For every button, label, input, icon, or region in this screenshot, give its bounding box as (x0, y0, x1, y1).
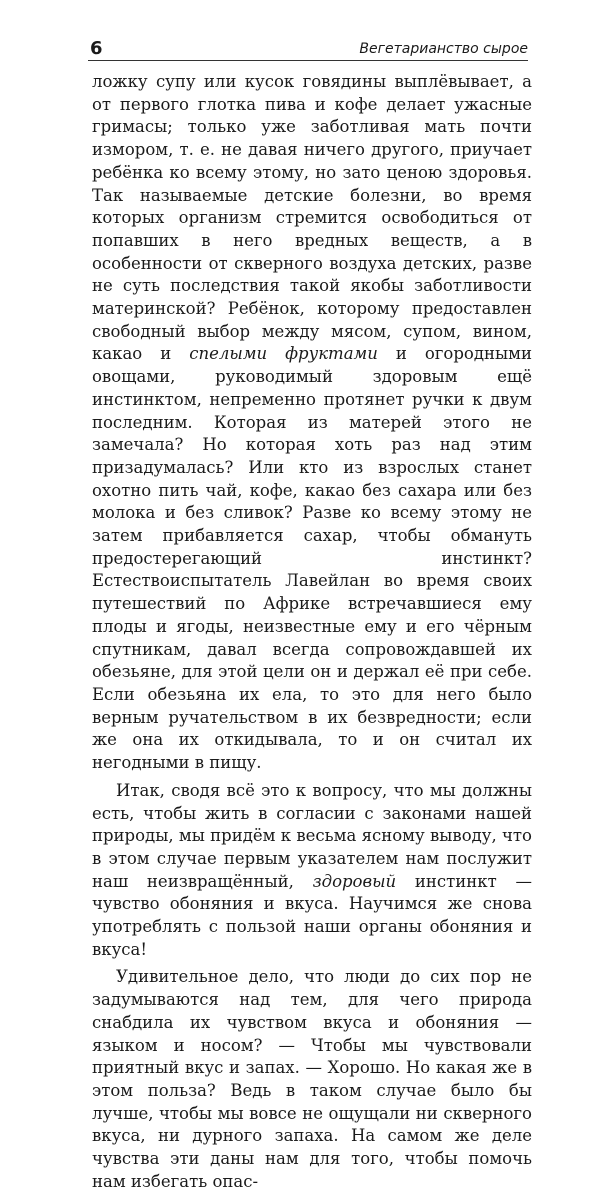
text-run: ложку супу или кусок говядины выплёвывает, а от первого глотка пива и кофе делает ужасные гримасы; только уже заботливая мать почти измором, т. е. не давая ничего другого, приучает ребёнка ко всему этому, но зато ценою здоровья. Так называемые детские болезни, во время которых организм стремится освободиться от попавших в него вредных веществ, а в особенности от скверного воздуха детских, разве не суть последствия такой якобы заботливости материнской? Ребёнок, которому предоставлен свободный выбор между мясом, супом, вином, какао и (92, 72, 532, 364)
paragraph (92, 71, 532, 775)
running-title: Вегетарианство сырое (359, 41, 528, 57)
emphasis-text: спелыми фруктами (189, 344, 378, 364)
paragraph (92, 780, 532, 962)
text-run: Итак, сводя всё это к вопросу, что мы должны есть, чтобы жить в согласии с законами нашей природы, мы придём к весьма ясному выводу, что в этом случае первым указателем нам послужит наш неизвращённый, (92, 780, 532, 891)
text-run: Удивительное дело, что люди до сих пор не задумываются над тем, для чего природа снабдила их чувством вкуса и обоняния — языком и носом? — Чтобы мы чувствовали приятный вкус и запах. — Хорошо. Но какая же в этом польза? Ведь в таком случае было бы лучше, чтобы мы вовсе не ощущали ни скверного вкуса, ни дурного запаха. На самом же деле чувства эти даны нам для того, чтобы помочь нам избегать опас- (92, 967, 532, 1191)
page-header (88, 38, 528, 61)
paragraph (92, 966, 532, 1193)
body-text (92, 71, 532, 1193)
text-run: инстинкт — чувство обоняния и вкуса. Научимся же снова употреблять с пользой наши органы обоняния и вкуса! (92, 871, 532, 959)
text-run: и огородными овощами, руководимый здоровым ещё инстинктом, непременно протянет ручки к двум последним. Которая из матерей этого не замечала? Но которая хоть раз над этим призадумалась? Или кто из взрослых станет охотно пить чай, кофе, какао без сахара или без молока и без сливок? Разве ко всему этому не затем прибавляется сахар, чтобы обмануть предостерегающий инстинкт? Естествоиспытатель Лавейлан во время своих путешествий по Африке встречавшиеся ему плоды и ягоды, неизвестные ему и его чёрным спутникам, давал всегда сопровождавшей их обезьяне, для этой цели он и держал её при себе. Если обезьяна их ела, то это для него было верным ручательством в их безвредности; если же она их откидывала, то и он считал их негодными в пищу. (92, 344, 532, 773)
page-number: 6 (90, 38, 103, 59)
emphasis-text: здоровый (312, 871, 397, 891)
